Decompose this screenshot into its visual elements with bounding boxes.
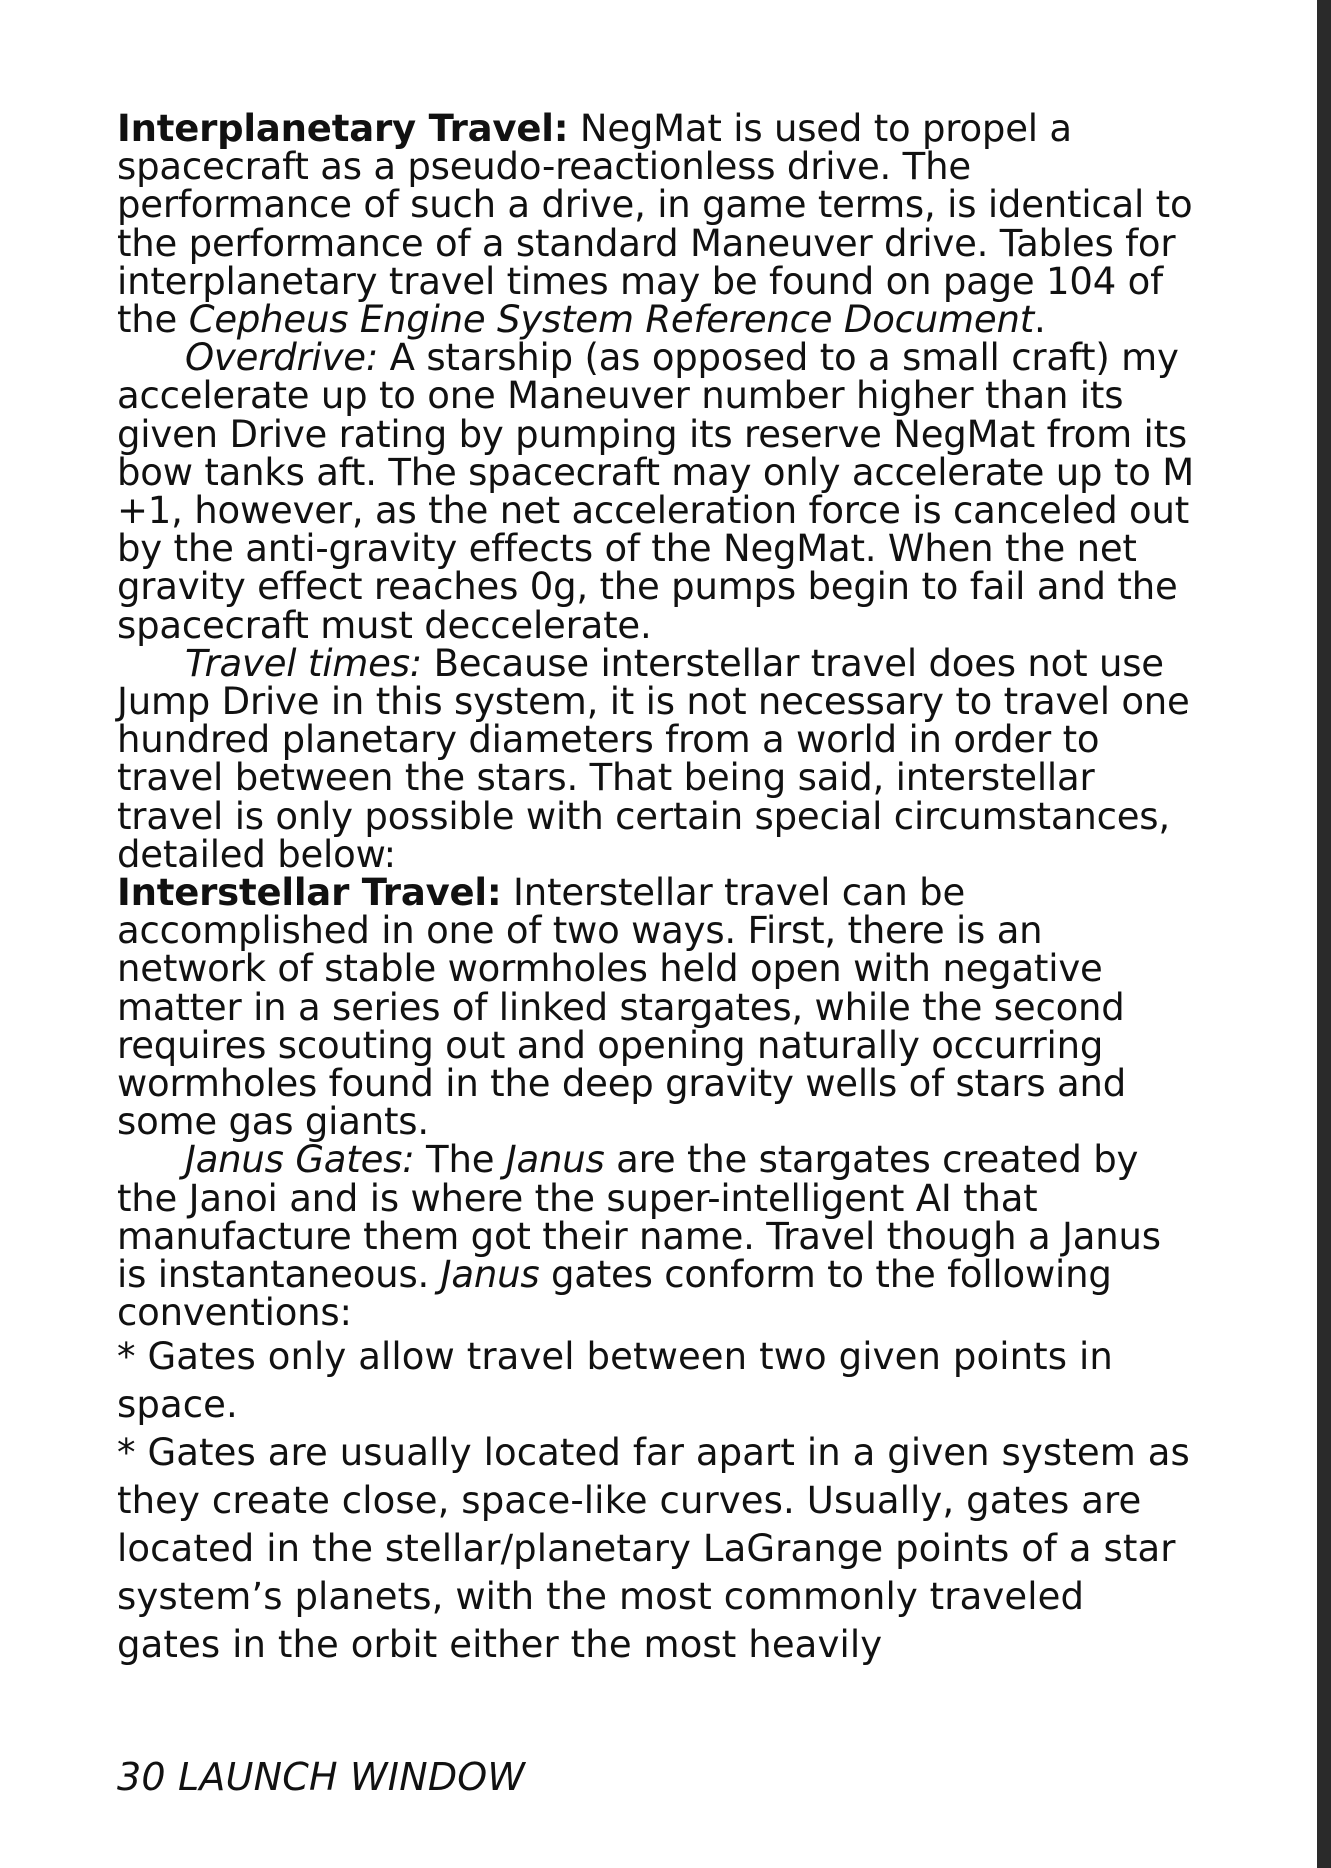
travel-times-text: Because interstellar travel does not use Jump Drive in this system, it is not necessary to travel one hundred planetary diameters from a world in order to travel between the stars. That being said, interstellar travel is only possible with certain special circumstances, detailed below: <box>117 641 1190 876</box>
janus-name-2: Janus <box>440 1253 540 1297</box>
interstellar-travel-paragraph <box>117 871 1197 1144</box>
page-footer: 30 LAUNCH WINDOW <box>117 1755 526 1799</box>
janus-gates-text-a: The <box>414 1138 506 1182</box>
overdrive-text: A starship (as opposed to a small craft) my accelerate up to one Maneuver number higher than its given Drive rating by pumping its reserve NegMat from its bow tanks aft. The spacecraft may only accelerate up to M +1, however, as the net acceleration force is canceled out by the anti-gravity effects of the NegMat. When the net gravity effect reaches 0g, the pumps begin to fail and the spacecraft must deccelerate. <box>117 336 1194 647</box>
interstellar-travel-heading: Interstellar Travel: <box>117 871 502 915</box>
interstellar-travel-text: Interstellar travel can be accomplished in one of two ways. First, there is an network of stable wormholes held open with negative matter in a series of linked stargates, while the second requires scouting out and opening naturally occurring wormholes found in the deep gravity wells of stars and some gas giants. <box>117 871 1126 1144</box>
main-text-block <box>117 107 1197 1335</box>
gate-convention-item: * Gates only allow travel between two given points in space. <box>117 1334 1113 1426</box>
gate-conventions-list <box>117 1333 1197 1669</box>
interplanetary-travel-heading: Interplanetary Travel: <box>117 107 569 150</box>
overdrive-label: Overdrive: <box>185 336 379 380</box>
interplanetary-travel-text: NegMat is used to propel a spacecraft as a pseudo-reactionless drive. The performance of such a drive, in game terms, is identical to the performance of a standard Maneuver drive. Tables for interplanetary travel times may be found on page 104 of the <box>117 107 1193 342</box>
janus-gates-paragraph <box>117 1138 1197 1335</box>
janus-gates-text-c: gates conform to the following conventions: <box>117 1253 1112 1335</box>
travel-times-paragraph <box>117 641 1197 876</box>
overdrive-paragraph <box>117 336 1197 647</box>
reference-document-title: Cepheus Engine System Reference Document <box>188 298 1035 342</box>
janus-gates-text-b: are the stargates created by the Janoi and is where the super-intelligent AI that manufacture them got their name. Travel though a Janus is instantaneous. <box>117 1138 1161 1297</box>
interplanetary-travel-paragraph <box>117 107 1197 342</box>
page-body <box>117 107 1197 1669</box>
janus-gates-label: Janus Gates: <box>185 1138 415 1182</box>
page-edge-shadow <box>1317 0 1331 1868</box>
janus-name-1: Janus <box>505 1138 605 1182</box>
gate-convention-item: * Gates are usually located far apart in a given system as they create close, space-like curves. Usually, gates are located in the stellar/planetary LaGrange points of a star system’s planets, with the most commonly traveled gates in the orbit either the most heavily <box>117 1430 1190 1666</box>
travel-times-label: Travel times: <box>185 641 423 685</box>
interplanetary-travel-end: . <box>1034 298 1046 342</box>
